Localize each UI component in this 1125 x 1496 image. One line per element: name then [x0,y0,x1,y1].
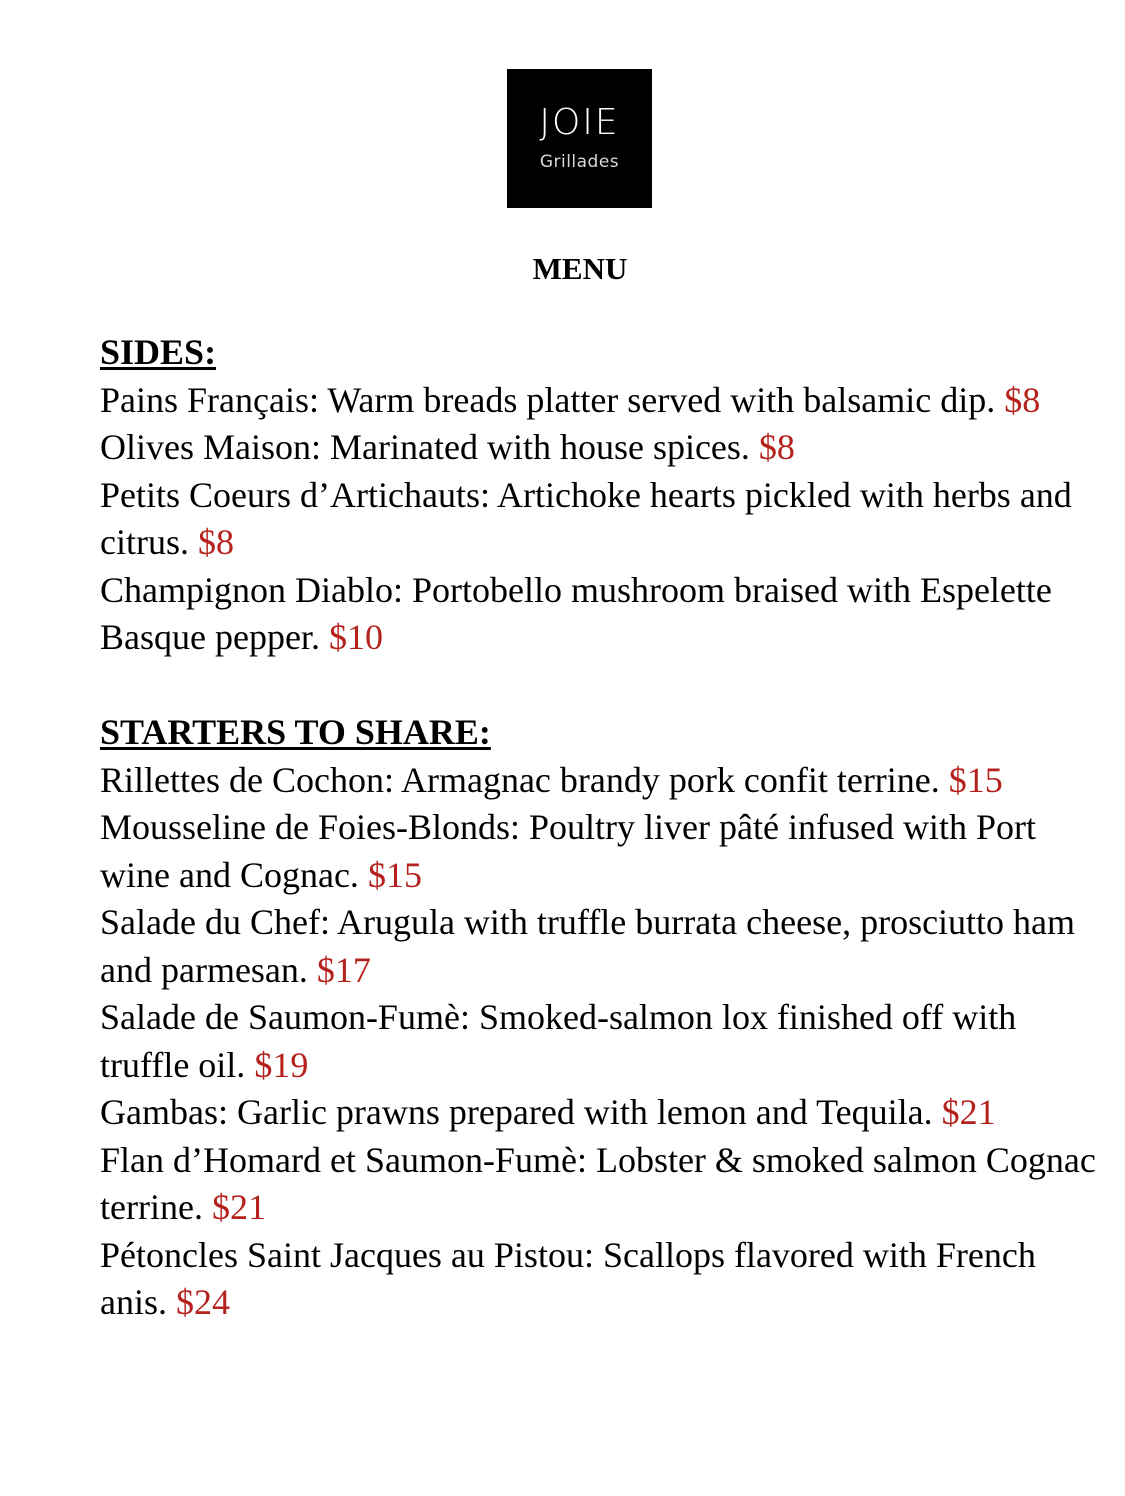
menu-item: Mousseline de Foies-Blonds: Poultry liver pâté infused with Port wine and Cognac. $15 [100,807,1036,895]
menu-item: Petits Coeurs d’Artichauts: Artichoke hearts pickled with herbs and citrus. $8 [100,474,1072,562]
item-description: Garlic prawns prepared with lemon and Tequila. [236,1092,933,1132]
item-name: Olives Maison [100,427,311,467]
item-description: Smoked-salmon lox finished off with truffle oil. [100,997,1017,1085]
item-price: $24 [176,1282,230,1322]
item-name: Salade de Saumon-Fumè [100,997,460,1037]
item-price: $19 [254,1044,309,1085]
item-name: Mousseline de Foies-Blonds [100,807,510,847]
section-heading: SIDES: [100,332,217,372]
menu-item: Olives Maison: Marinated with house spices. $8 [100,427,795,467]
item-price: $10 [328,617,383,657]
item-name: Gambas [100,1092,218,1132]
item-price: $8 [197,522,234,562]
menu-item: Salade de Saumon-Fumè: Smoked-salmon lox finished off with truffle oil. $19 [100,997,1017,1085]
item-name: Pétoncles Saint Jacques au Pistou [100,1234,584,1275]
logo-name: JOIE [539,102,620,143]
item-price: $21 [211,1187,266,1227]
section-heading: STARTERS TO SHARE: [100,712,491,752]
item-price: $15 [367,854,422,895]
menu-content [100,329,1110,1327]
menu-item: Salade du Chef: Arugula with truffle burrata cheese, prosciutto ham and parmesan. $17 [100,902,1076,990]
item-description: Scallops flavored with French anis. [100,1234,1036,1322]
section-starters [100,709,1110,1327]
section-sides [100,329,1110,662]
item-name: Salade du Chef [100,902,320,942]
item-description: Arugula with truffle burrata cheese, prosciutto ham and parmesan. [100,902,1076,990]
restaurant-logo [507,69,652,208]
menu-item: Flan d’Homard et Saumon-Fumè: Lobster & smoked salmon Cognac terrine. $21 [100,1139,1096,1227]
item-name: Champignon Diablo [100,569,393,610]
item-price: $17 [316,949,371,990]
menu-item: Pétoncles Saint Jacques au Pistou: Scallops flavored with French anis. $24 [100,1234,1036,1322]
logo-subtitle: Grillades [539,152,620,172]
item-description: Marinated with house spices. [330,427,750,467]
item-name: Flan d’Homard et Saumon-Fumè [100,1139,577,1180]
item-name: Pains Français [100,379,309,420]
item-description: Armagnac brandy pork confit terrine. [400,759,940,800]
item-price: $8 [758,427,795,467]
menu-title: MENU [532,251,628,286]
item-price: $15 [948,759,1003,800]
item-description: Portobello mushroom braised with Espelette Basque pepper. [100,569,1052,657]
menu-item: Pains Français: Warm breads platter served with balsamic dip. $8 [100,379,1041,420]
menu-item: Champignon Diablo: Portobello mushroom braised with Espelette Basque pepper. $10 [100,569,1052,657]
item-description: Poultry liver pâté infused with Port wine and Cognac. [100,807,1036,895]
item-description: Lobster & smoked salmon Cognac terrine. [100,1139,1096,1227]
menu-item: Rillettes de Cochon: Armagnac brandy pork confit terrine. $15 [100,759,1003,800]
menu-item: Gambas: Garlic prawns prepared with lemon and Tequila. $21 [100,1092,996,1132]
item-name: Petits Coeurs d’Artichauts [100,474,480,515]
item-price: $8 [1004,379,1041,420]
item-description: Warm breads platter served with balsamic dip. [327,379,996,420]
item-price: $21 [941,1092,996,1132]
item-name: Rillettes de Cochon [100,759,384,800]
item-description: Artichoke hearts pickled with herbs and citrus. [100,474,1072,562]
